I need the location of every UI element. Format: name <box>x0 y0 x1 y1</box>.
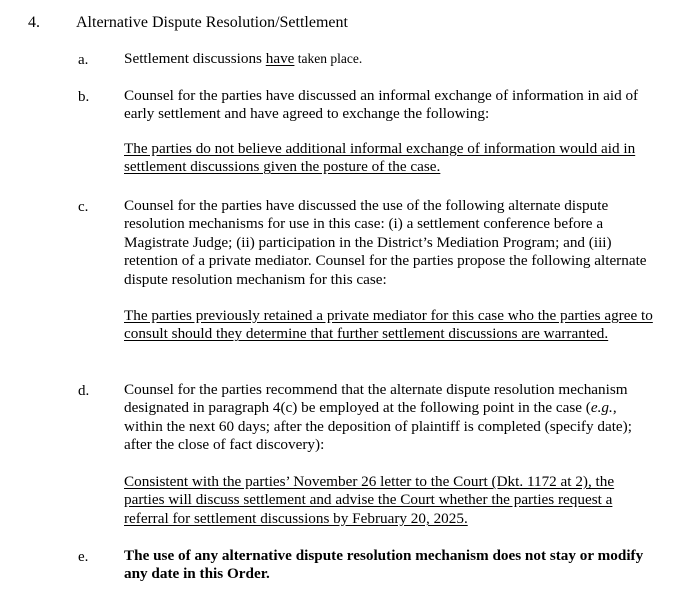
item-d-text <box>124 381 656 455</box>
item-e-text: The use of any alternative dispute resolution mechanism does not stay or modify any date in this Order. <box>124 547 644 583</box>
item-a-text <box>124 50 656 68</box>
item-b-response: The parties do not believe additional informal exchange of information would aid in settlement discussions given the posture of the case. <box>124 140 636 176</box>
item-d-letter: d. <box>78 383 90 399</box>
item-a-text-before: Settlement discussions <box>124 50 266 67</box>
item-c-response: The parties previously retained a private mediator for this case who the parties agree to consult should they determine that further settlement discussions are warranted. <box>124 307 653 343</box>
item-a-letter: a. <box>78 52 89 68</box>
section-number: 4. <box>28 14 40 31</box>
item-b-letter: b. <box>78 89 90 105</box>
item-d-text-after: , within the next 60 days; after the deposition of plaintiff is completed (specify date); after the close of fact discovery): <box>124 399 632 454</box>
item-a-text-after: taken place. <box>294 51 363 66</box>
item-d-eg: e.g. <box>590 399 613 417</box>
item-a-have: have <box>265 50 295 67</box>
item-b-text: Counsel for the parties have discussed an informal exchange of information in aid of early settlement and have agreed to exchange the following: <box>124 87 639 123</box>
item-c-text: Counsel for the parties have discussed the use of the following alternate dispute resolution mechanisms for use in this case: (i) a settlement conference before a Magistrate Judge; (ii) participation in the District’s Mediation Program; and (iii) retention of a private mediator. Counsel for the parties propose the following alternate dispute resolution mechanism for this case: <box>124 197 647 288</box>
item-d-text-before: Counsel for the parties recommend that the alternate dispute resolution mechanism designated in paragraph 4(c) be employed at the following point in the case ( <box>124 381 628 417</box>
item-c-letter: c. <box>78 199 89 215</box>
section-title: Alternative Dispute Resolution/Settlement <box>76 14 348 31</box>
item-e-letter: e. <box>78 549 89 565</box>
item-d-response: Consistent with the parties’ November 26 letter to the Court (Dkt. 1172 at 2), the parties will discuss settlement and advise the Court whether the parties request a referral for settlement discussions by February 20, 2025. <box>124 473 615 527</box>
